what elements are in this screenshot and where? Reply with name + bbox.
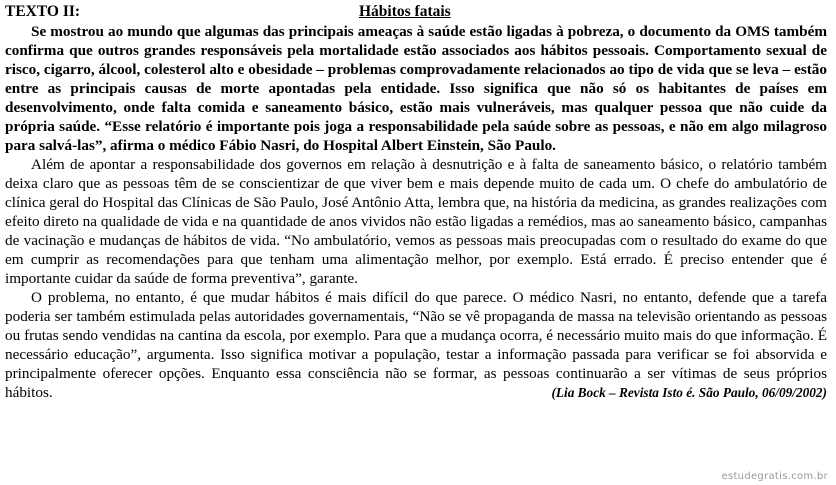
paragraph-1: Se mostrou ao mundo que algumas das principais ameaças à saúde estão ligadas à pobreza, o documento da OMS também confirma que outros grandes responsáveis pela mortalidade estão associados aos hábitos pessoais. Comportamento sexual de risco, cigarro, álcool, colesterol alto e obesidade – problemas comprovadamente relacionados ao tipo de vida que se leva – estão entre as principais causas de morte apontadas pela entidade. Isso significa que não só os habitantes de países em desenvolvimento, onde falta comida e saneamento básico, estão mais vulneráveis, mas qualquer pessoa que não cuide da própria saúde. “Esse relatório é importante pois joga a responsabilidade pela saúde sobre as pessoas, e não em algo milagroso para salvá-las”, afirma o médico Fábio Nasri, do Hospital Albert Einstein, São Paulo.	[5, 23, 827, 154]
site-watermark: estudegratis.com.br	[721, 471, 828, 482]
paragraph-3: O problema, no entanto, é que mudar hábitos é mais difícil do que parece. O médico Nasri, no entanto, defende que a tarefa poderia ser também estimulada pelas autoridades governamentais, “Não se vê propaganda de massa na televisão orientando as pessoas ou frutas sendo vendidas na cantina da escola, por exemplo. Para que a mudança ocorra, é necessário muito mais do que informação. É necessário educação”, argumenta. Isso significa motivar a população, testar a informação passada para verificar se foi absorvida e principalmente oferecer opções. Enquanto essa consciência não se formar, as pessoas continuarão a ser vítimas de seus próprios hábitos.	[5, 289, 827, 401]
paragraph-3-wrapper	[5, 288, 827, 402]
text-label: TEXTO II:	[5, 3, 81, 20]
document-header	[5, 2, 827, 22]
paragraph-2: Além de apontar a responsabilidade dos governos em relação à desnutrição e à falta de saneamento básico, o relatório também deixa claro que as pessoas têm de se conscientizar de que viver bem e mais depende muito de cada um. O chefe do ambulatório de clínica geral do Hospital das Clínicas de São Paulo, José Antônio Atta, lembra que, na história da medicina, as grandes realizações com efeito direto na qualidade de vida e na quantidade de anos vividos não estão ligadas a remédios, mas ao saneamento básico, campanhas de vacinação e mudanças de hábitos de vida. “No ambulatório, vemos as pessoas mais preocupadas com o resultado do exame do que em cumprir as recomendações para que tenham uma alimentação melhor, por exemplo. Está errado. É preciso entender que é importante cuidar da saúde de forma preventiva”, garante.	[5, 156, 827, 287]
source-citation: (Lia Bock – Revista Isto é. São Paulo, 06/09/2002)	[551, 385, 827, 400]
text-title: Hábitos fatais	[359, 3, 451, 20]
document-page	[5, 2, 827, 402]
